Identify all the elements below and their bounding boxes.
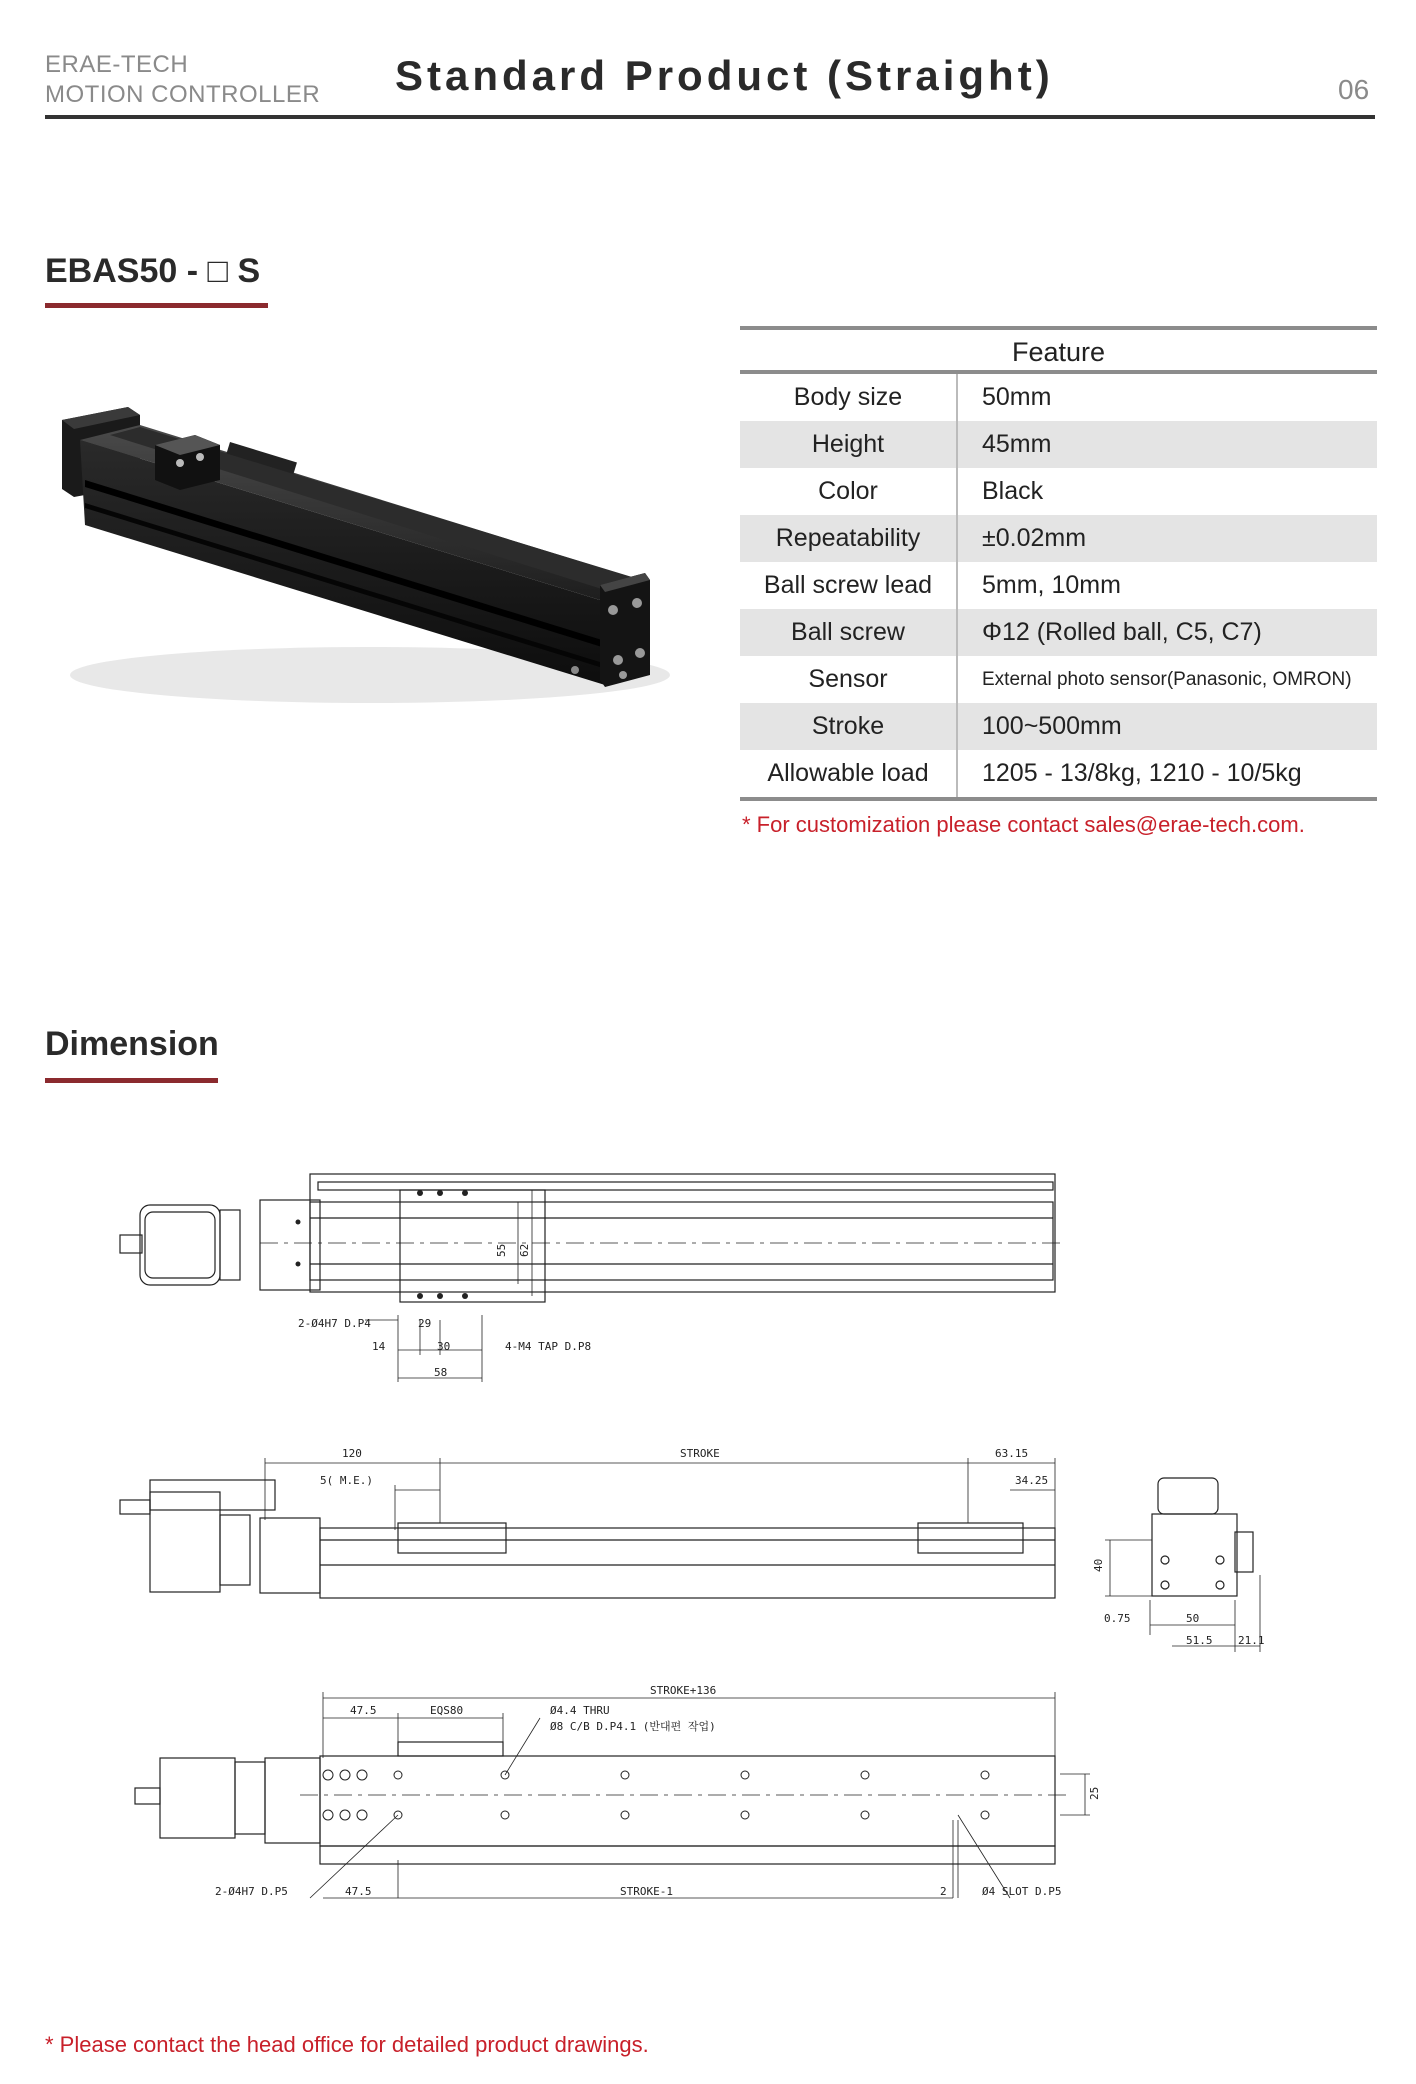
feature-table-bottom-rule [740,797,1377,801]
dim-120: 120 [342,1447,362,1460]
product-image [40,385,680,730]
dim-2: 2 [940,1885,947,1898]
dim-stroke: STROKE [680,1447,720,1460]
feature-row-color [740,468,1377,515]
feature-key: Stroke [740,703,958,750]
company-name [45,50,320,110]
dimension-title-underline [45,1078,218,1083]
feature-row-stroke [740,703,1377,750]
feature-table-heading: Feature [740,330,1377,374]
feature-row-ball-screw [740,609,1377,656]
feature-value: Black [982,477,1044,505]
company-line-1: ERAE-TECH [45,51,189,78]
page-number: 06 [1338,74,1370,105]
header-divider [45,115,1375,119]
dim-0-75: 0.75 [1104,1612,1131,1625]
feature-key: Ball screw [740,609,958,656]
dim-21-1: 21.1 [1238,1634,1265,1647]
dim-55: 55 [495,1243,508,1257]
label-tap: 4-M4 TAP D.P8 [505,1340,592,1353]
feature-row-repeatability [740,515,1377,562]
feature-value: 5mm, 10mm [982,571,1121,599]
company-line-2: MOTION CONTROLLER [45,81,321,108]
end-view-drawing [1090,1470,1270,1680]
feature-row-body-size [740,374,1377,421]
feature-key: Repeatability [740,515,958,562]
feature-value: 50mm [982,383,1052,411]
dim-63-15: 63.15 [995,1447,1029,1460]
dim-eqs80: EQS80 [430,1704,464,1717]
dim-34-25: 34.25 [1015,1474,1049,1487]
feature-value: 1205 - 13/8kg, 1210 - 10/5kg [982,759,1302,787]
feature-key: Body size [740,374,958,421]
dim-40: 40 [1092,1558,1105,1572]
dim-stroke-minus-1: STROKE-1 [620,1885,673,1898]
feature-key: Sensor [740,656,958,703]
feature-key: Allowable load [740,750,958,797]
label-pin-bottom: 2-Ø4H7 D.P5 [215,1885,288,1898]
dim-stroke-plus-136: STROKE+136 [650,1684,717,1697]
dim-62: 62 [518,1243,531,1257]
feature-row-allowable-load [740,750,1377,797]
bottom-view-drawing [110,1680,1110,1920]
feature-value: Φ12 (Rolled ball, C5, C7) [982,618,1262,646]
feature-key: Ball screw lead [740,562,958,609]
dim-50: 50 [1186,1612,1200,1625]
model-title: EBAS50 - □ S [45,252,261,290]
dim-47-5-bottom: 47.5 [345,1885,372,1898]
dim-30: 30 [437,1340,451,1353]
feature-row-height [740,421,1377,468]
dim-58: 58 [434,1366,448,1379]
feature-value: External photo sensor(Panasonic, OMRON) [982,669,1352,690]
dimension-title: Dimension [45,1025,219,1063]
dim-29: 29 [418,1317,432,1330]
feature-row-sensor [740,656,1377,703]
feature-value: 45mm [982,430,1052,458]
feature-key: Height [740,421,958,468]
label-pin-top: 2-Ø4H7 D.P4 [298,1317,371,1330]
label-slot: Ø4 SLOT D.P5 [982,1885,1062,1898]
top-view-drawing [110,1160,1090,1390]
label-thru: Ø4.4 THRU [550,1704,610,1717]
label-counterbore: Ø8 C/B D.P4.1 (반대편 작업) [550,1720,716,1733]
side-view-drawing [110,1440,1090,1600]
dim-14: 14 [372,1340,386,1353]
dim-51-5: 51.5 [1186,1634,1213,1647]
footer-note: * Please contact the head office for detailed product drawings. [45,2032,649,2057]
dim-47-5-top: 47.5 [350,1704,377,1717]
dim-25: 25 [1088,1786,1101,1800]
feature-value: ±0.02mm [982,524,1087,552]
feature-table [740,326,1377,801]
feature-key: Color [740,468,958,515]
feature-row-ball-screw-lead [740,562,1377,609]
feature-value: 100~500mm [982,712,1122,740]
model-title-underline [45,303,268,308]
page-title: Standard Product (Straight) [395,52,1054,99]
dim-me: 5( M.E.) [320,1474,373,1487]
customization-note: * For customization please contact sales@erae-tech.com. [742,812,1305,837]
